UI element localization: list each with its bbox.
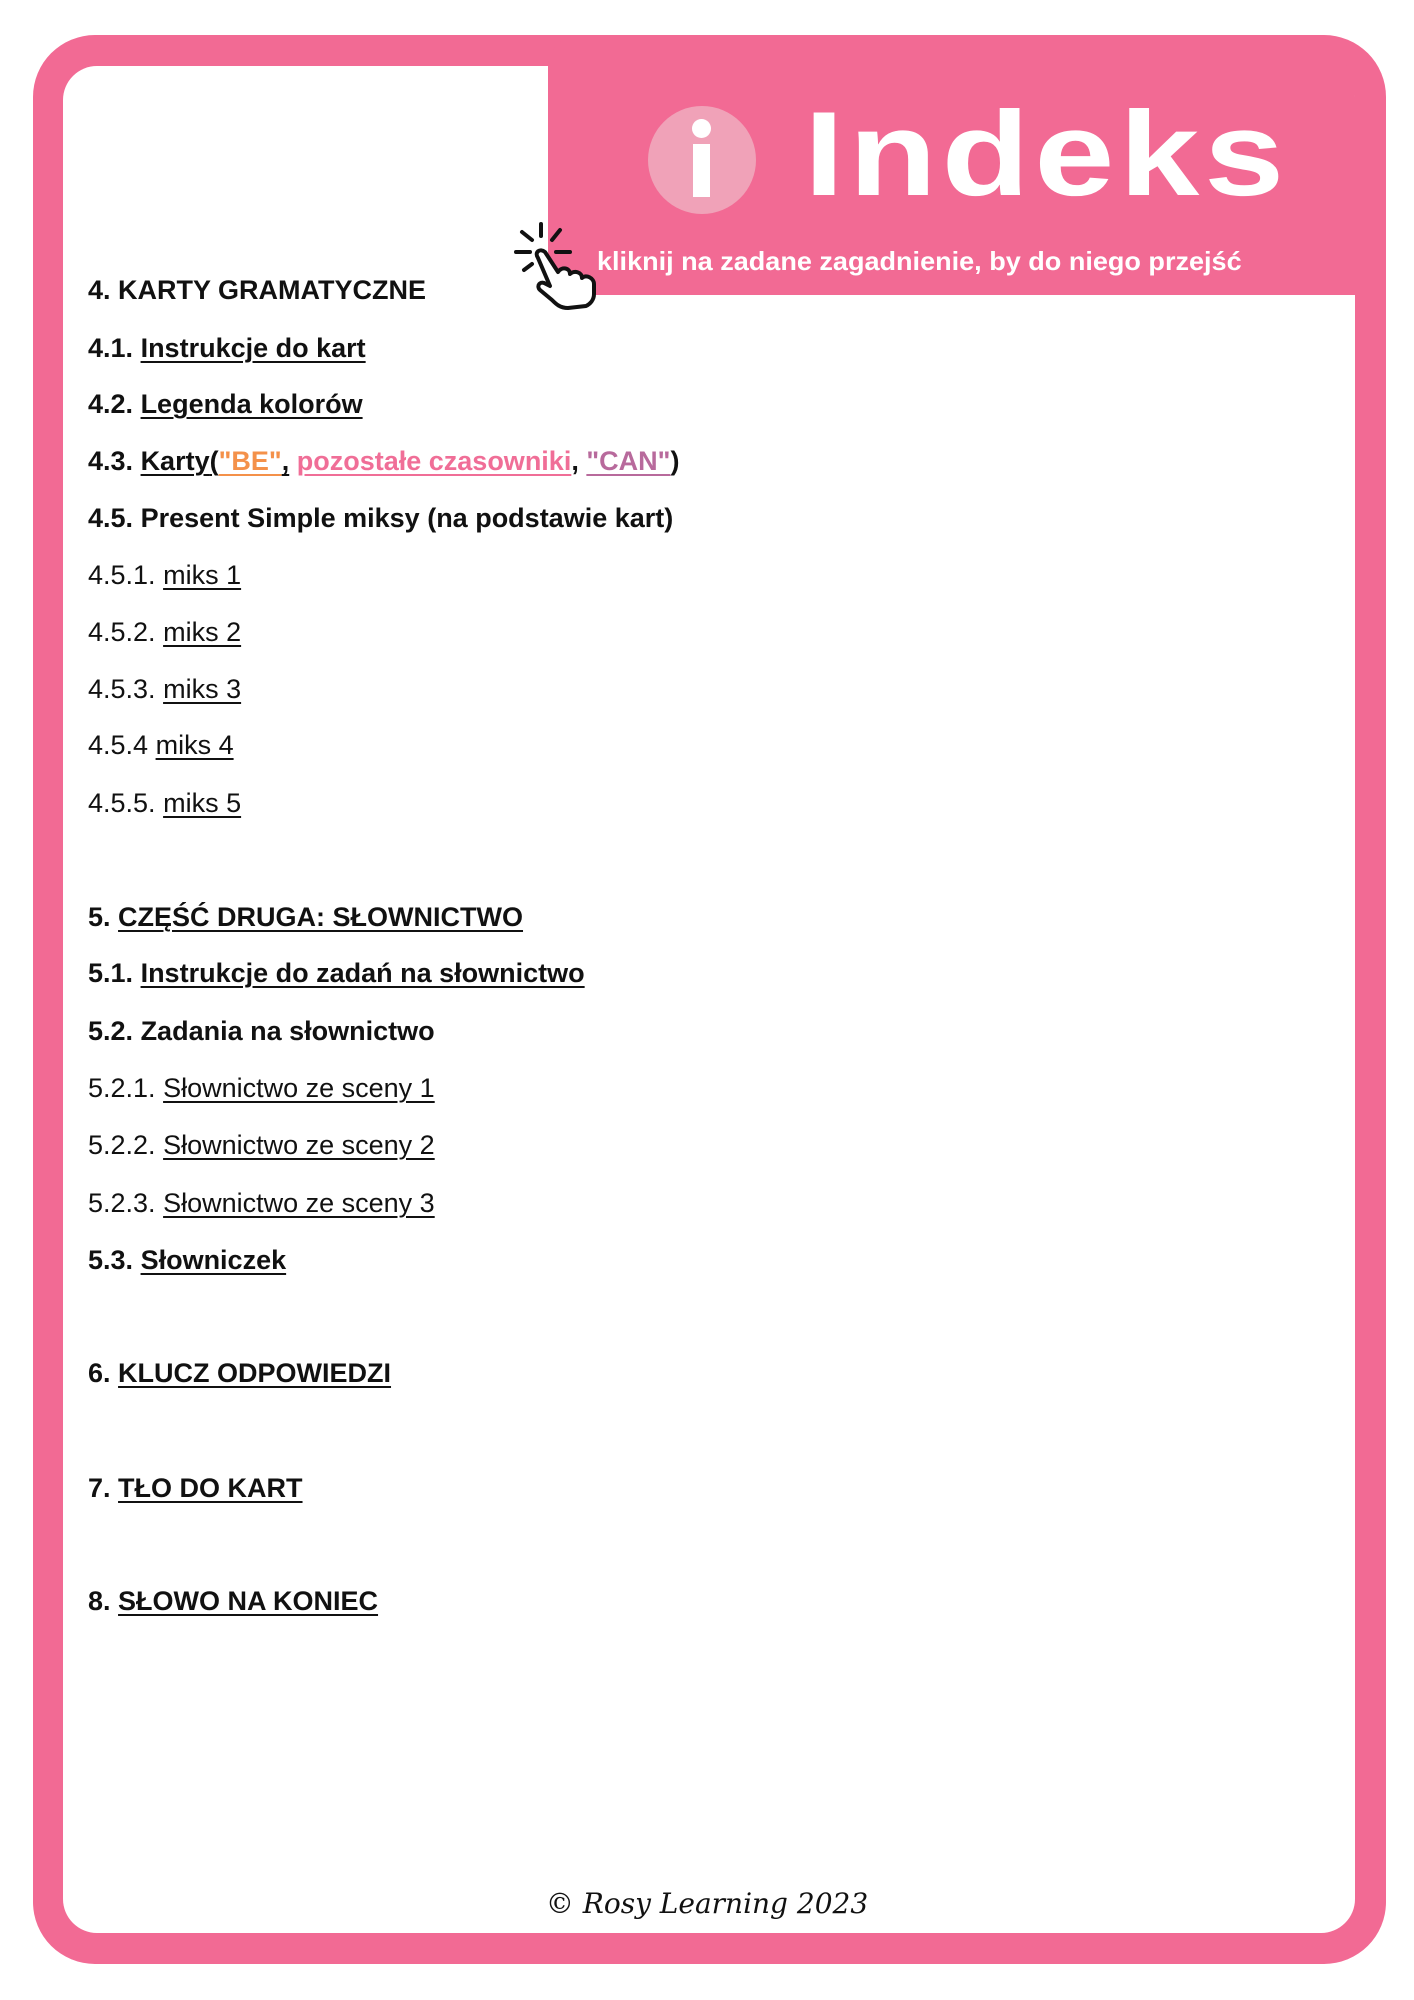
toc-number: 4.5.2. [88,617,156,647]
toc-heading: Present Simple miksy (na podstawie kart) [140,503,674,533]
toc-item-4-5-4 [88,725,234,765]
toc-close-paren: ) [670,446,680,476]
toc-link-karty-pozostale-czasowniki[interactable]: pozostałe czasowniki [296,446,572,476]
toc-number: 5.3. [88,1245,134,1275]
toc-item-5 [88,897,523,937]
page-title: Indeks [804,87,1289,221]
toc-number: 5.2. [88,1016,134,1046]
toc-number: 5.2.3. [88,1188,156,1218]
toc-link-karty-be[interactable]: "BE" [218,446,282,476]
toc-number: 4.5. [88,503,134,533]
toc-link-miks-3[interactable]: miks 3 [163,674,242,704]
toc-link-karty[interactable]: Karty [140,446,210,476]
toc-link-miks-5[interactable]: miks 5 [163,788,242,818]
toc-number: 4.1. [88,333,134,363]
toc-item-4-5-5 [88,783,241,823]
toc-item-5-1 [88,953,585,993]
toc-link-miks-2[interactable]: miks 2 [163,617,242,647]
toc-link-slowniczek[interactable]: Słowniczek [140,1245,287,1275]
toc-number: 4.5.4 [88,730,149,760]
toc-number: 5.2.1. [88,1073,156,1103]
toc-item-5-2-3 [88,1183,435,1223]
toc-link-slownictwo-scena-3[interactable]: Słownictwo ze sceny 3 [163,1188,435,1218]
toc-number: 4.5.1. [88,560,156,590]
toc-item-5-2-1 [88,1068,435,1108]
toc-item-4-1 [88,328,366,368]
toc-number: 4.3. [88,446,134,476]
toc-number: 4. [88,275,111,305]
toc-item-4 [88,270,426,310]
toc-item-4-5-3 [88,669,241,709]
toc-link-instrukcje-do-zadan[interactable]: Instrukcje do zadań na słownictwo [140,958,585,988]
toc-item-4-2 [88,384,363,424]
toc-number: 4.5.3. [88,674,156,704]
toc-comma: , [571,446,579,476]
toc-item-4-3 [88,441,679,481]
toc-number: 5. [88,902,111,932]
pointing-hand-click-icon [510,220,602,310]
toc-link-miks-4[interactable]: miks 4 [155,730,234,760]
toc-item-6 [88,1353,391,1393]
toc-item-5-3 [88,1240,286,1280]
copyright-footer: © Rosy Learning 2023 [545,1887,869,1920]
toc-link-czesc-druga-slownictwo[interactable]: CZĘŚĆ DRUGA: SŁOWNICTWO [118,902,524,932]
toc-item-4-5-2 [88,612,241,652]
toc-number: 5.2.2. [88,1130,156,1160]
toc-item-5-2-2 [88,1125,435,1165]
toc-number: 5.1. [88,958,134,988]
toc-link-slownictwo-scena-1[interactable]: Słownictwo ze sceny 1 [163,1073,435,1103]
toc-heading: KARTY GRAMATYCZNE [118,275,427,305]
header-subtitle: kliknij na zadane zagadnienie, by do niego przejść [597,246,1242,276]
toc-link-instrukcje-do-kart[interactable]: Instrukcje do kart [140,333,366,363]
info-icon [648,106,756,214]
toc-item-4-5 [88,498,673,538]
toc-link-legenda-kolorow[interactable]: Legenda kolorów [140,389,363,419]
toc-number: 7. [88,1473,111,1503]
toc-number: 4.5.5. [88,788,156,818]
toc-heading: Zadania na słownictwo [140,1016,435,1046]
toc-link-tlo-do-kart[interactable]: TŁO DO KART [118,1473,303,1503]
toc-number: 4.2. [88,389,134,419]
toc-link-miks-1[interactable]: miks 1 [163,560,242,590]
toc-link-slownictwo-scena-2[interactable]: Słownictwo ze sceny 2 [163,1130,435,1160]
toc-link-slowo-na-koniec[interactable]: SŁOWO NA KONIEC [118,1586,379,1616]
toc-item-4-5-1 [88,555,241,595]
info-icon-dot [692,119,711,138]
toc-link-klucz-odpowiedzi[interactable]: KLUCZ ODPOWIEDZI [118,1358,392,1388]
toc-open-paren: ( [209,446,219,476]
toc-item-7 [88,1468,303,1508]
toc-item-5-2 [88,1011,435,1051]
toc-link-karty-can[interactable]: "CAN" [586,446,671,476]
toc-number: 6. [88,1358,111,1388]
toc-item-8 [88,1581,378,1621]
toc-comma: , [281,446,290,476]
info-icon-stem [693,144,710,197]
toc-number: 8. [88,1586,111,1616]
